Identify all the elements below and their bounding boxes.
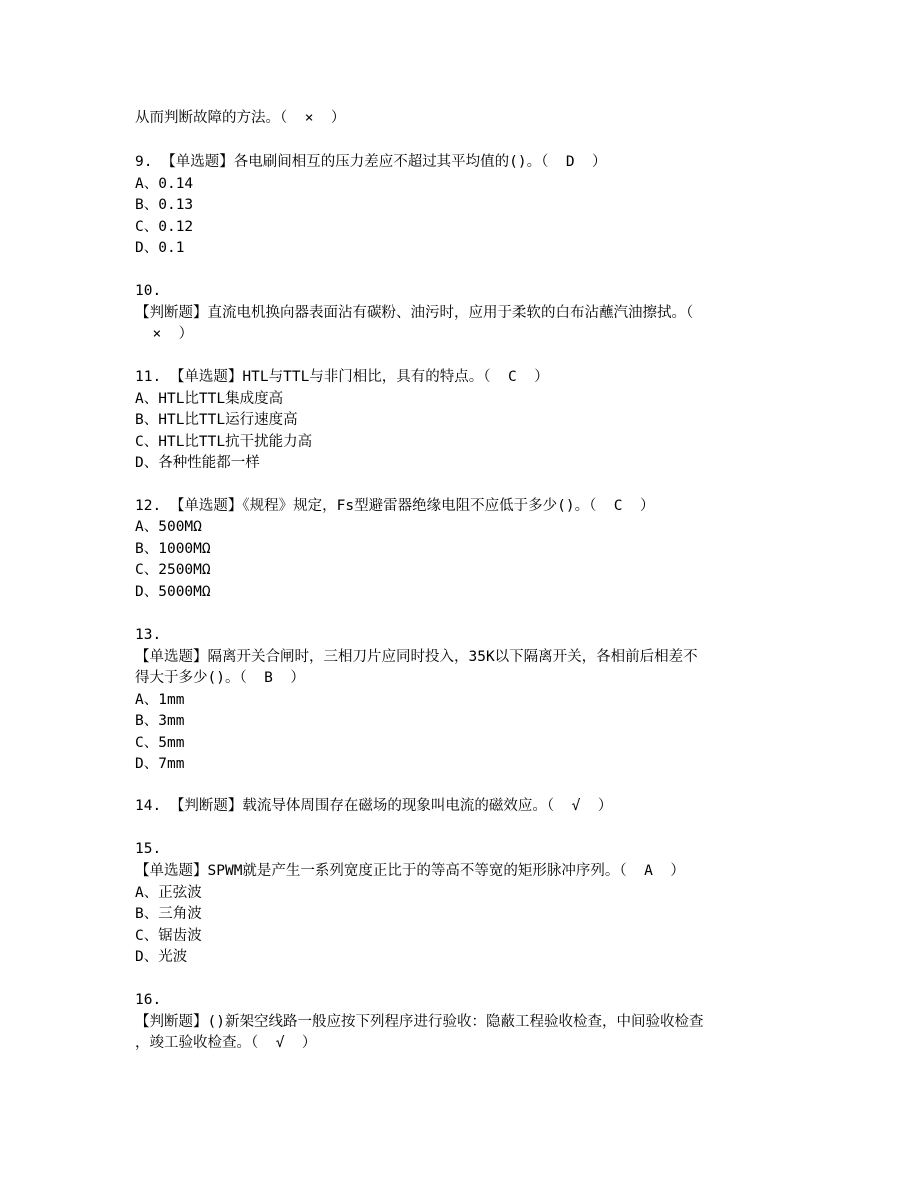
question-9-option-d: D、0.1 [135,240,185,256]
question-14-stem: 14. 【判断题】载流导体周围存在磁场的现象叫电流的磁效应。（ √ ） [135,798,613,814]
question-15-option-b: B、三角波 [135,906,202,922]
question-10-number: 10. [135,283,162,299]
question-16-stem: 【判断题】()新架空线路一般应按下列程序进行验收：隐蔽工程验收检查，中间验收检查 [135,1014,704,1030]
question-13-number: 13. [135,627,162,643]
question-11-option-c: C、HTL比TTL抗干扰能力高 [135,434,313,450]
text-line: 从而判断故障的方法。（ × ） [135,110,346,126]
question-13-option-c: C、5mm [135,735,185,751]
question-13-option-d: D、7mm [135,756,185,772]
question-13-stem-cont: 得大于多少()。（ B ） [135,670,305,686]
question-13-option-b: B、3mm [135,713,185,729]
question-16-number: 16. [135,992,162,1008]
question-12-option-c: C、2500MΩ [135,562,211,578]
question-11-option-d: D、各种性能都一样 [135,455,260,471]
question-12-option-d: D、5000MΩ [135,584,211,600]
question-11-option-a: A、HTL比TTL集成度高 [135,391,284,407]
question-12-option-b: B、1000MΩ [135,541,211,557]
question-10-stem: 【判断题】直流电机换向器表面沾有碳粉、油污时，应用于柔软的白布沾蘸汽油擦拭。（ [135,305,694,321]
question-15-number: 15. [135,841,162,857]
question-9-stem: 9. 【单选题】各电刷间相互的压力差应不超过其平均值的()。（ D ） [135,154,607,170]
question-11-option-b: B、HTL比TTL运行速度高 [135,412,298,428]
question-12-stem: 12. 【单选题】《规程》规定，Fs型避雷器绝缘电阻不应低于多少()。（ C ） [135,498,655,514]
question-15-option-a: A、正弦波 [135,885,202,901]
question-13-stem: 【单选题】隔离开关合闸时，三相刀片应同时投入，35K以下隔离开关，各相前后相差不 [135,649,698,665]
question-16-stem-cont: ，竣工验收检查。（ √ ） [135,1035,317,1051]
question-12-option-a: A、500MΩ [135,519,202,535]
question-15-stem: 【单选题】SPWM就是产生一系列宽度正比于的等高不等宽的矩形脉冲序列。（ A ） [135,863,685,879]
question-15-option-c: C、锯齿波 [135,928,202,944]
question-13-option-a: A、1mm [135,692,185,708]
question-9-option-b: B、0.13 [135,197,194,213]
question-10-answer: × ） [135,326,194,342]
question-15-option-d: D、光波 [135,949,188,965]
question-11-stem: 11. 【单选题】HTL与TTL与非门相比，具有的特点。（ C ） [135,369,549,385]
question-9-option-c: C、0.12 [135,219,194,235]
question-9-option-a: A、0.14 [135,176,194,192]
